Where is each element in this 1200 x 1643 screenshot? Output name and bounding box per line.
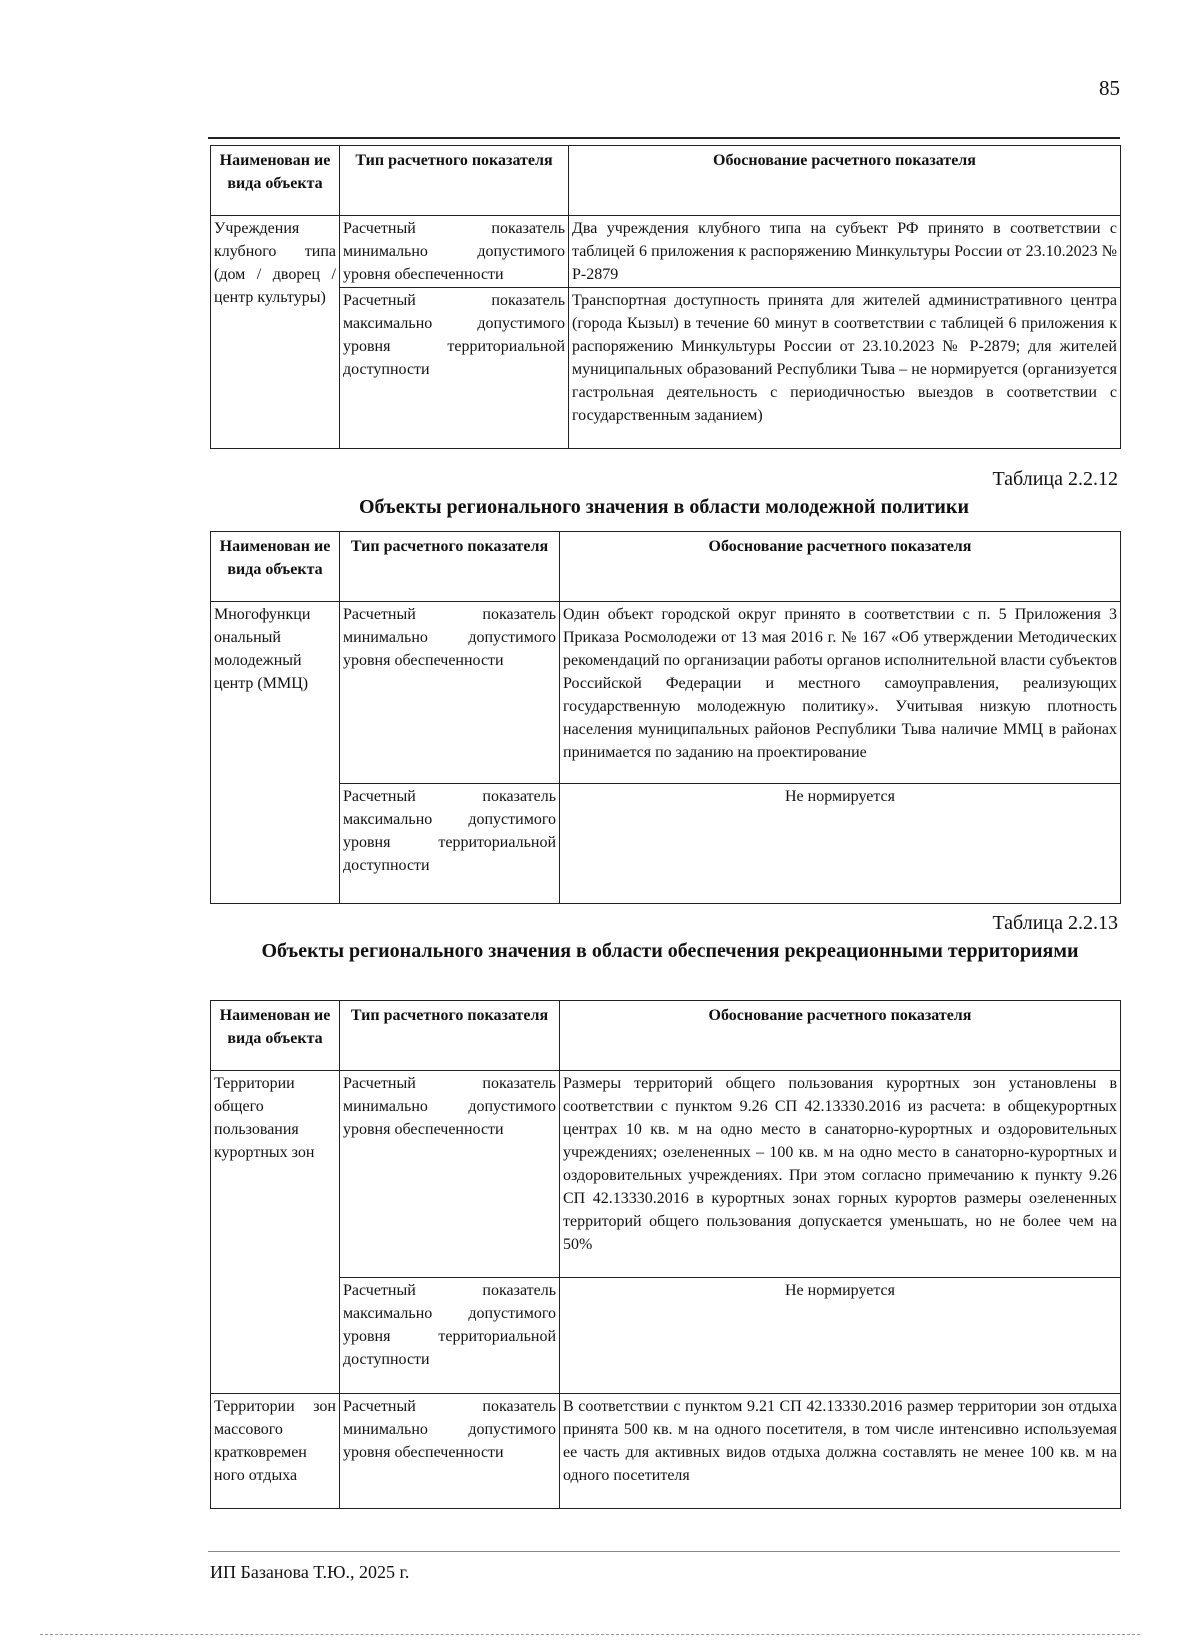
table-header-row — [211, 146, 1121, 216]
indicator-type-cell: Расчетный показатель максимально допустимого уровня территориальной доступности — [340, 784, 560, 904]
table-label-2-2-13: Таблица 2.2.13 — [992, 912, 1118, 934]
footer-rule — [208, 1551, 1120, 1552]
header-basis: Обоснование расчетного показателя — [560, 1001, 1121, 1071]
table-row — [211, 784, 1121, 904]
header-indicator-type: Тип расчетного показателя — [340, 532, 560, 602]
table-recreation — [210, 1000, 1121, 1509]
header-indicator-type: Тип расчетного показателя — [340, 1001, 560, 1071]
basis-cell: Не нормируется — [560, 784, 1121, 904]
scan-edge-line — [40, 1634, 1140, 1635]
basis-cell: Размеры территорий общего пользования курортных зон установлены в соответствии с пунктом 9.26 СП 42.13330.2016 из расчета: в общекурортных центрах 10 кв. м на одно место в санаторно-курортных и оздоровительных учреждениях; озелененных – 100 кв. м на одно место в санаторно-курортных и оздоровительных учреждениях. При этом согласно примечанию к пункту 9.26 СП 42.13330.2016 в курортных зонах горных курортов размеры озелененных территорий общего пользования допускается уменьшать, но не более чем на 50% — [560, 1071, 1121, 1278]
object-name-cell: Территории зон массового кратковремен ного отдыха — [211, 1394, 340, 1509]
object-name-cell: Многофункци ональный молодежный центр (ММЦ) — [211, 602, 340, 904]
table-row — [211, 1071, 1121, 1278]
page-number: 85 — [1099, 76, 1120, 100]
indicator-type-cell: Расчетный показатель минимально допустимого уровня обеспеченности — [340, 216, 569, 288]
footer-author: ИП Базанова Т.Ю., 2025 г. — [210, 1562, 410, 1582]
table-row — [211, 602, 1121, 784]
header-object-type: Наименован ие вида объекта — [211, 146, 340, 216]
basis-cell: Два учреждения клубного типа на субъект РФ принято в соответствии с таблицей 6 приложения к распоряжению Минкультуры России от 23.10.2023 № Р-2879 — [569, 216, 1121, 288]
table-row — [211, 1394, 1121, 1509]
table-title-recreation: Объекты регионального значения в области обеспечения рекреационными территориями — [261, 940, 1079, 962]
table-row — [211, 288, 1121, 449]
indicator-type-cell: Расчетный показатель минимально допустимого уровня обеспеченности — [340, 1394, 560, 1509]
header-rule — [208, 137, 1120, 139]
table-label-2-2-12: Таблица 2.2.12 — [992, 468, 1118, 490]
table-row — [211, 1278, 1121, 1394]
basis-cell: Один объект городской округ принято в соответствии с п. 5 Приложения 3 Приказа Росмолодежи от 13 мая 2016 г. № 167 «Об утверждении Методических рекомендаций по организации работы органов исполнительной власти субъектов Российской Федерации и местного самоуправления, реализующих государственную молодежную политику». Учитывая низкую плотность населения муниципальных районов Республики Тыва наличие ММЦ в районах принимается по заданию на проектирование — [560, 602, 1121, 784]
table-youth-policy — [210, 531, 1121, 904]
header-object-type: Наименован ие вида объекта — [211, 1001, 340, 1071]
header-basis: Обоснование расчетного показателя — [560, 532, 1121, 602]
object-name-cell: Учреждения клубного типа (дом / дворец / центр культуры) — [211, 216, 340, 449]
indicator-type-cell: Расчетный показатель минимально допустимого уровня обеспеченности — [340, 1071, 560, 1278]
indicator-type-cell: Расчетный показатель минимально допустимого уровня обеспеченности — [340, 602, 560, 784]
header-basis: Обоснование расчетного показателя — [569, 146, 1121, 216]
table-header-row — [211, 1001, 1121, 1071]
indicator-type-cell: Расчетный показатель максимально допустимого уровня территориальной доступности — [340, 1278, 560, 1394]
table-title-youth-policy: Объекты регионального значения в области молодежной политики — [359, 496, 969, 518]
basis-cell: Не нормируется — [560, 1278, 1121, 1394]
indicator-type-cell: Расчетный показатель максимально допустимого уровня территориальной доступности — [340, 288, 569, 449]
header-indicator-type: Тип расчетного показателя — [340, 146, 569, 216]
object-name-cell: Территории общего пользования курортных зон — [211, 1071, 340, 1394]
basis-cell: Транспортная доступность принята для жителей административного центра (города Кызыл) в течение 60 минут в соответствии с таблицей 6 приложения к распоряжению Минкультуры России от 23.10.2023 № Р-2879; для жителей муниципальных образований Республики Тыва – не нормируется (организуется гастрольная деятельность с периодичностью выездов в соответствии с государственным заданием) — [569, 288, 1121, 449]
table-row — [211, 216, 1121, 288]
header-object-type: Наименован ие вида объекта — [211, 532, 340, 602]
table-header-row — [211, 532, 1121, 602]
basis-cell: В соответствии с пунктом 9.21 СП 42.13330.2016 размер территории зон отдыха принята 500 кв. м на одного посетителя, в том числе интенсивно используемая ее часть для активных видов отдыха должна составлять не менее 100 кв. м на одного посетителя — [560, 1394, 1121, 1509]
table-club-institutions — [210, 145, 1121, 449]
